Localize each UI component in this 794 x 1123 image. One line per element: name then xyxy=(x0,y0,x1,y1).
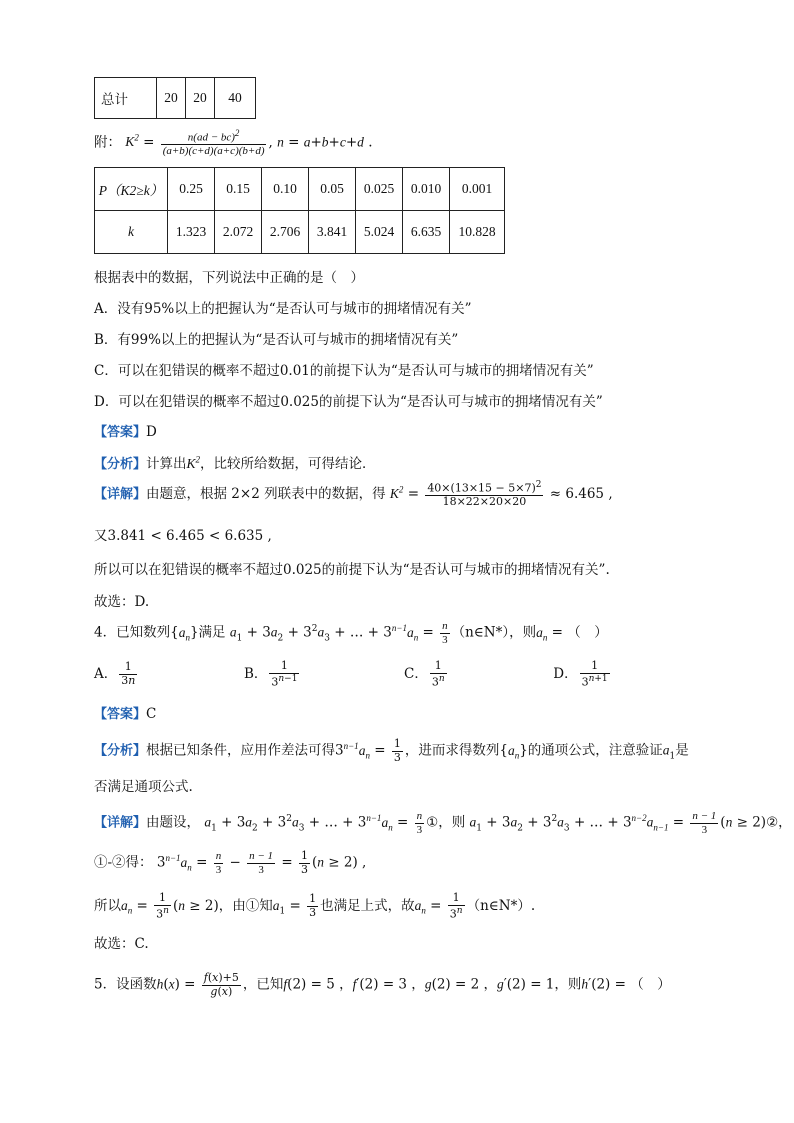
p-header: P（K2≥k） xyxy=(95,168,168,211)
k-cell: 2.706 xyxy=(262,211,309,254)
analysis-tag: 【分析】 xyxy=(94,743,147,759)
detail-text: 由题意，根据 xyxy=(146,485,228,502)
k-cell: 6.635 xyxy=(403,211,450,254)
q3-option-c: C．可以在犯错误的概率不超过0.01的前提下认为“是否认可与城市的拥堵情况有关” xyxy=(94,363,594,379)
detail-text: 由题设， xyxy=(146,814,201,831)
detail-text: ②， xyxy=(766,814,792,831)
k-cell: 10.828 xyxy=(450,211,505,254)
q4-choose: 故选：C. xyxy=(94,936,149,952)
p-cell: 0.001 xyxy=(450,168,505,211)
q3-conclusion: 所以可以在犯错误的概率不超过0.025的前提下认为“是否认可与城市的拥堵情况有关”. xyxy=(94,562,610,578)
q5-text: 5．设函数 xyxy=(94,976,157,993)
q5-text: ，已知 xyxy=(242,976,284,993)
q4-answer xyxy=(94,703,156,722)
q5-text: （ ） xyxy=(630,976,671,993)
q4-options: A． $\frac{1}{3n}$ B． $\frac{1}{3^{n-1}}$ C． $\frac{1}{3^n}$ D． $\frac{1}{3^{n+1}}$ xyxy=(94,659,608,689)
p-cell: 0.010 xyxy=(403,168,450,211)
q3-option-a: A．没有95%以上的把握认为“是否认可与城市的拥堵情况有关” xyxy=(94,301,472,317)
q3-stem: 根据表中的数据，下列说法中正确的是（ ） xyxy=(94,270,364,286)
detail-text: 也满足上式，故 xyxy=(320,897,415,914)
q4-option-c: C． xyxy=(404,665,428,682)
q3-option-d: D．可以在犯错误的概率不超过0.025的前提下认为“是否认可与城市的拥堵情况有关” xyxy=(94,394,603,410)
appendix-formula: 附： $K^2$ = $\frac{n(ad - bc)^2}{(a+b)(c+d)(a+c)(b+d)}$ , n = a+b+c+d . xyxy=(94,128,373,158)
analysis-text: 是 xyxy=(675,742,689,759)
answer-value: D xyxy=(146,424,157,440)
analysis-tag: 【分析】 xyxy=(94,457,147,472)
analysis-text: ，比较所给数据，可得结论． xyxy=(200,456,376,472)
p-cell: 0.05 xyxy=(309,168,356,211)
contingency-total-row xyxy=(94,77,256,119)
q3-answer xyxy=(94,421,157,440)
q3-analysis: 【分析】计算出$K^2$，比较所给数据，可得结论． xyxy=(94,454,376,472)
q4-analysis: 【分析】根据已知条件，应用作差法可得$3^{n-1}a_n$ = $\frac{1}{3}$ ，进而求得数列$\{a_n\}$的通项公式，注意验证$a_1$是 xyxy=(94,737,689,764)
analysis-text: 根据已知条件，应用作差法可得 xyxy=(146,742,336,759)
q4-text: 满足 xyxy=(198,624,226,641)
answer-value: C xyxy=(146,706,157,722)
q3-inequality: 又3.841 < 6.465 < 6.635 , xyxy=(94,528,272,544)
detail-text: ①，则 xyxy=(426,814,466,831)
appendix-prefix: 附： xyxy=(94,134,121,151)
q5-stem: 5．设函数h(x) = $\frac{f(x)+5}{g(x)}$ ，已知f(2) = 5 ，f′(2) = 3 ，g(2) = 2 ，g′(2) = 1，则h′(2) = （ ） xyxy=(94,971,671,998)
k-header: k xyxy=(95,211,168,254)
total-label: 总计 xyxy=(95,78,157,119)
total-col1: 20 xyxy=(157,78,186,119)
q4-result: 所以$a_n$ = $\frac{1}{3^n}$ (n ≥ 2)，由①知$a_1$ = $\frac{1}{3}$ 也满足上式，故$a_n$ = $\frac{1}{3^n}$ （n∈N*）. xyxy=(94,891,536,921)
q4-option-a: A． xyxy=(94,665,118,682)
detail-text: ①-②得： xyxy=(94,854,153,871)
p-cell: 0.025 xyxy=(356,168,403,211)
q4-analysis-cont: 否满足通项公式. xyxy=(94,779,193,795)
analysis-text: ，进而求得数列 xyxy=(404,742,500,759)
q3-detail: 【详解】由题意，根据 2×2 列联表中的数据，得 $K^2$ = $\frac{40\times(13\times 15 - 5\times 7)^2}{18\times 22\times 20\times 20}$ ≈ 6.465 , xyxy=(94,480,613,509)
p-cell: 0.10 xyxy=(262,168,309,211)
k-cell: 1.323 xyxy=(168,211,215,254)
analysis-text: 的通项公式，注意验证 xyxy=(527,742,663,759)
analysis-text: 计算出 xyxy=(146,456,187,472)
q3-option-b: B．有99%以上的把握认为“是否认可与城市的拥堵情况有关” xyxy=(94,332,459,348)
p-cell: 0.15 xyxy=(215,168,262,211)
q5-text: ，则 xyxy=(554,976,582,993)
detail-text: 所以 xyxy=(94,897,121,914)
detail-tag: 【详解】 xyxy=(94,815,147,831)
detail-text: 列联表中的数据，得 xyxy=(264,485,386,502)
q4-stem: 4．已知数列$\{a_n\}$满足 $a_1 + 3a_2 + 3^2a_3$ + … + $3^{n-1}a_n$ = $\frac{n}{3}$ （n∈N*），则$a_n$ = （ ） xyxy=(94,620,608,646)
q4-text: 4．已知数列 xyxy=(94,624,171,641)
q4-difference: ①-②得： $3^{n-1}a_n$ = $\frac{n}{3}$ − $\frac{n - 1}{3}$ = $\frac{1}{3}$ (n ≥ 2) , xyxy=(94,849,367,876)
q4-text: （n∈N*），则 xyxy=(451,624,537,641)
detail-text: （n∈N*）. xyxy=(466,897,536,914)
q3-choose: 故选：D. xyxy=(94,594,150,610)
detail-tag: 【详解】 xyxy=(94,486,147,502)
answer-tag: 【答案】 xyxy=(94,425,147,440)
q4-text: （ ） xyxy=(567,624,608,641)
k-cell: 3.841 xyxy=(309,211,356,254)
k-cell: 2.072 xyxy=(215,211,262,254)
total-col3: 40 xyxy=(215,78,256,119)
q4-detail: 【详解】由题设， $a_1 + 3a_2 + 3^2a_3$ + … + $3^{n-1}a_n$ = $\frac{n}{3}$ ①，则 $a_1 + 3a_2 + 3^2a_3$ + … + $3^{n-2}a_{n-1}$ = $\frac{n - 1}{3}$ (n ≥ 2)②， xyxy=(94,810,792,836)
p-cell: 0.25 xyxy=(168,168,215,211)
answer-tag: 【答案】 xyxy=(94,707,147,722)
total-col2: 20 xyxy=(186,78,215,119)
detail-text: 又 xyxy=(94,528,108,544)
q4-option-b: B． xyxy=(243,665,268,682)
detail-text: ，由①知 xyxy=(218,897,273,914)
q4-option-d: D． xyxy=(553,665,578,682)
critical-value-table xyxy=(94,167,505,254)
k-cell: 5.024 xyxy=(356,211,403,254)
